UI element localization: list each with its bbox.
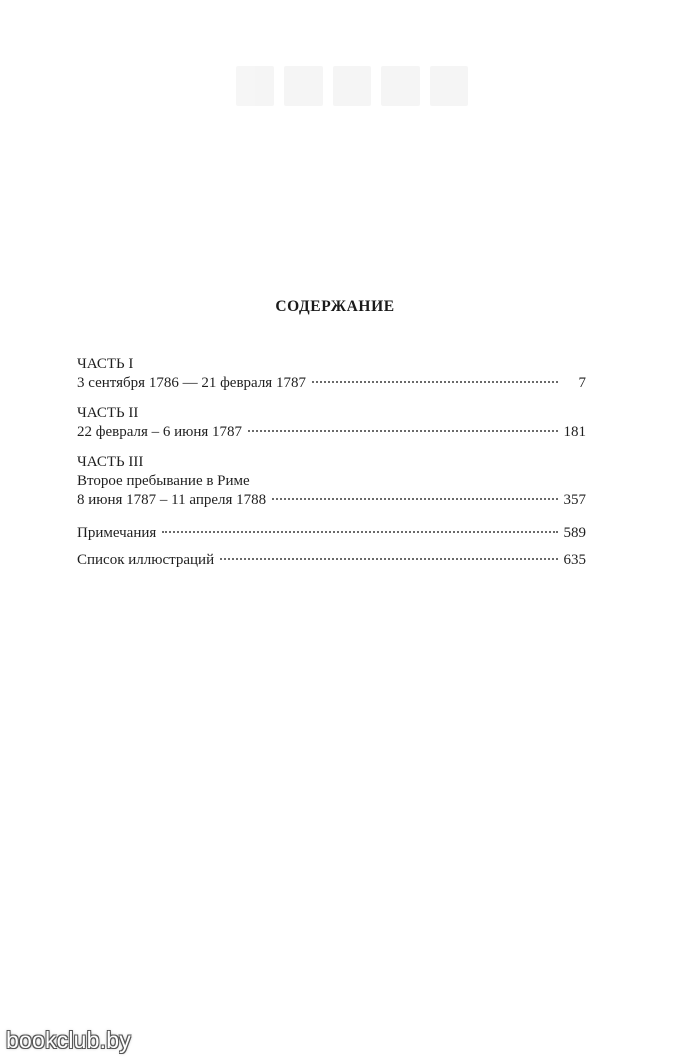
toc-part-2 bbox=[77, 404, 586, 442]
toc-entry[interactable] bbox=[77, 374, 586, 393]
part-label: ЧАСТЬ II bbox=[77, 405, 139, 421]
page-number: 635 bbox=[563, 552, 586, 568]
table-of-contents bbox=[77, 355, 586, 581]
entry-label: Список иллюстраций bbox=[77, 552, 215, 568]
part-label: ЧАСТЬ III bbox=[77, 454, 144, 470]
entry-dates: 3 сентября 1786 — 21 февраля 1787 bbox=[77, 375, 306, 391]
part-subtitle: Второе пребывание в Риме bbox=[77, 473, 250, 489]
toc-part-3 bbox=[77, 453, 586, 510]
part-label: ЧАСТЬ I bbox=[77, 356, 134, 372]
dot-leader bbox=[312, 381, 558, 383]
entry-dates: 8 июня 1787 – 11 апреля 1788 bbox=[77, 492, 267, 508]
entry-dates: 22 февраля – 6 июня 1787 bbox=[77, 424, 243, 440]
faint-header-imprint bbox=[236, 66, 468, 106]
toc-entry[interactable] bbox=[77, 423, 586, 442]
toc-entry[interactable] bbox=[77, 524, 586, 543]
dot-leader bbox=[248, 430, 557, 432]
toc-part-1 bbox=[77, 355, 586, 393]
page-number: 7 bbox=[578, 375, 586, 391]
toc-notes bbox=[77, 524, 586, 543]
toc-entry[interactable] bbox=[77, 491, 586, 510]
dot-leader bbox=[220, 558, 557, 560]
dot-leader bbox=[162, 531, 557, 533]
toc-illustrations bbox=[77, 551, 586, 570]
toc-entry[interactable] bbox=[77, 551, 586, 570]
dot-leader bbox=[272, 498, 557, 500]
page-title: СОДЕРЖАНИЕ bbox=[275, 298, 395, 315]
site-watermark: bookclub.by bbox=[6, 1027, 131, 1053]
entry-label: Примечания bbox=[77, 525, 157, 541]
page-number: 589 bbox=[563, 525, 586, 541]
page-number: 357 bbox=[563, 492, 586, 508]
page-number: 181 bbox=[563, 424, 586, 440]
